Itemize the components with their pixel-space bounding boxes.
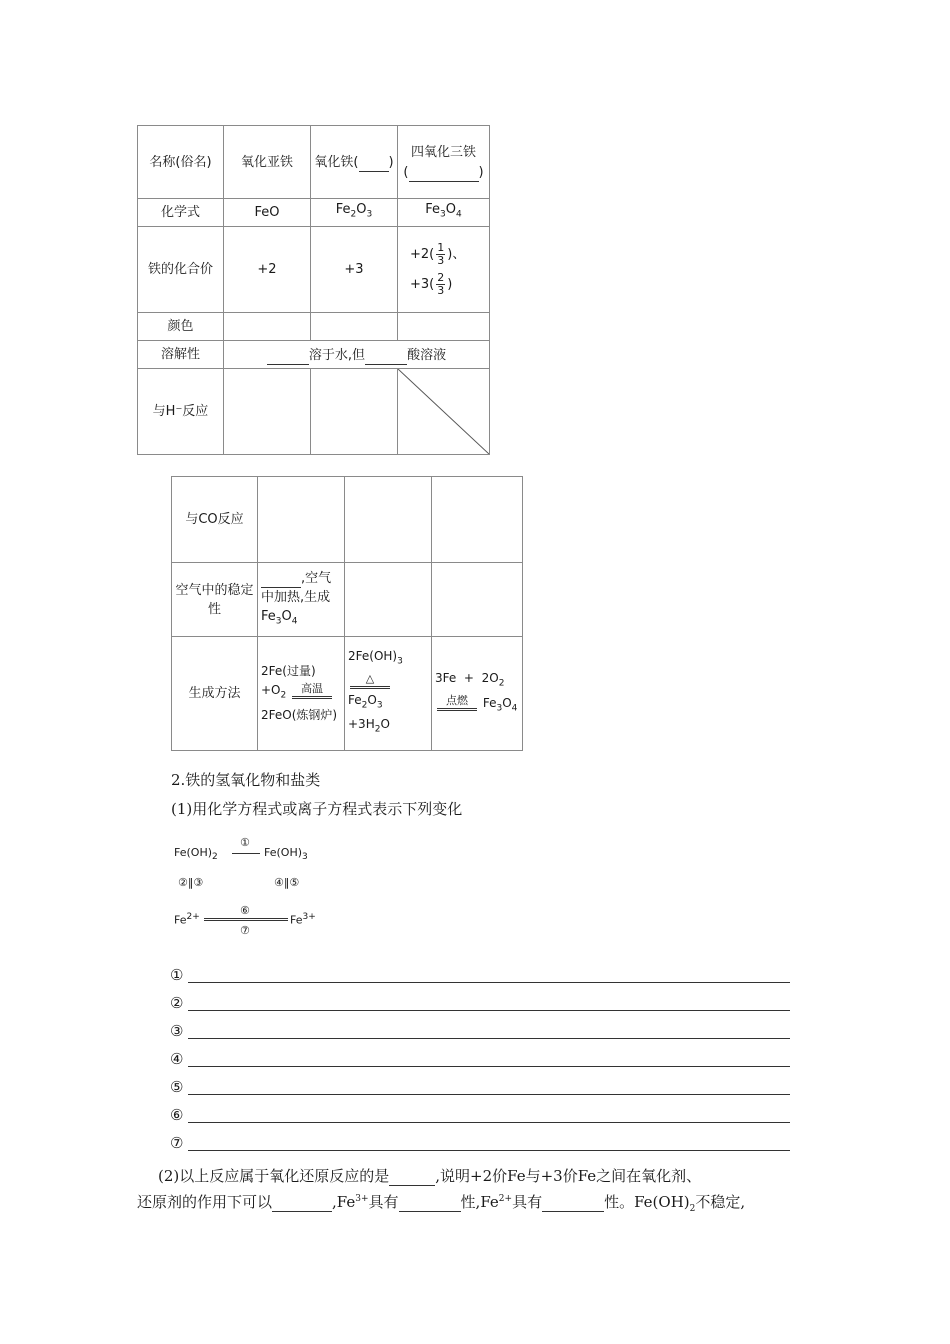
method-label: 生成方法 [172, 637, 258, 751]
header-feo: 氧化亚铁 [224, 126, 311, 199]
h-reaction-label: 与H⁻反应 [138, 369, 224, 455]
header-fe2o3: 氧化铁( ) [311, 126, 398, 199]
stability-fe2o3 [345, 563, 432, 637]
fe3-label: $Fe^{3+}$ [290, 912, 316, 927]
color-feo [224, 313, 311, 341]
formula-feo: FeO [224, 199, 311, 227]
color-label: 颜色 [138, 313, 224, 341]
stability-feo: ,空气中加热,生成$Fe_3O_4$ [258, 563, 345, 637]
stability-fe3o4 [432, 563, 523, 637]
step1-arrow [232, 853, 260, 854]
formula-fe3o4: $Fe_3O_4$ [398, 199, 490, 227]
question2-line1: (2)以上反应属于氧化还原反应的是 ,说明+2价Fe与+3价Fe之间在氧化剂、 [158, 1167, 702, 1185]
header-fe3o4: 四氧化三铁 ( ) [398, 126, 490, 199]
h-reaction-fe2o3 [311, 369, 398, 455]
answer-line-3[interactable]: ③ [170, 1022, 790, 1042]
solubility-text: 溶于水,但 酸溶液 [224, 341, 490, 369]
step23-label: ②‖③ [178, 876, 204, 889]
answer-line-7[interactable]: ⑦ [170, 1134, 790, 1154]
valence-label: 铁的化合价 [138, 227, 224, 313]
co-reaction-label: 与CO反应 [172, 477, 258, 563]
color-fe3o4 [398, 313, 490, 341]
formula-fe2o3: $Fe_2O_3$ [311, 199, 398, 227]
answer-line-5[interactable]: ⑤ [170, 1078, 790, 1098]
fe2-label: $Fe^{2+}$ [174, 912, 200, 927]
section-title: 2.铁的氢氧化物和盐类 [171, 771, 321, 789]
section-subtitle: (1)用化学方程式或离子方程式表示下列变化 [171, 800, 463, 818]
step1-label: ① [240, 836, 250, 849]
step7-label: ⑦ [240, 924, 250, 937]
step67-arrows [204, 918, 288, 921]
method-feo: 2Fe(过量) $+O_2$ 高温 2FeO(炼钢炉) [258, 637, 345, 751]
method-fe3o4: $3Fe + 2O_2$ 点燃 $Fe_3O_4$ [432, 637, 523, 751]
iron-oxides-table-continued [171, 476, 523, 751]
question2-line2: 还原剂的作用下可以 $,Fe^{3+}$具有 性$,Fe^{2+}$具有 性。$Fe(OH)_2$不稳定, [137, 1193, 746, 1214]
valence-fe2o3: +3 [311, 227, 398, 313]
feoh3-label: $Fe(OH)_3$ [264, 846, 308, 863]
answer-line-4[interactable]: ④ [170, 1050, 790, 1070]
answer-line-6[interactable]: ⑥ [170, 1106, 790, 1126]
answer-line-2[interactable]: ② [170, 994, 790, 1014]
co-reaction-fe2o3 [345, 477, 432, 563]
iron-oxides-table [137, 125, 490, 455]
valence-feo: +2 [224, 227, 311, 313]
solubility-label: 溶解性 [138, 341, 224, 369]
h-reaction-fe3o4-crossed [398, 369, 490, 455]
color-fe2o3 [311, 313, 398, 341]
stability-label: 空气中的稳定性 [172, 563, 258, 637]
answer-line-1[interactable]: ① [170, 966, 790, 986]
step6-label: ⑥ [240, 904, 250, 917]
method-fe2o3: $2Fe(OH)_3$ △ $Fe_2O_3$ $+3H_2O$ [345, 637, 432, 751]
header-name: 名称(俗名) [138, 126, 224, 199]
diagonal-line [398, 369, 489, 454]
step45-label: ④‖⑤ [274, 876, 300, 889]
formula-label: 化学式 [138, 199, 224, 227]
h-reaction-feo [224, 369, 311, 455]
co-reaction-feo [258, 477, 345, 563]
feoh2-label: $Fe(OH)_2$ [174, 846, 218, 863]
valence-fe3o4: +2( $\frac{1}{3}$ )、 +3( $\frac{2}{3}$ ) [398, 227, 490, 313]
co-reaction-fe3o4 [432, 477, 523, 563]
